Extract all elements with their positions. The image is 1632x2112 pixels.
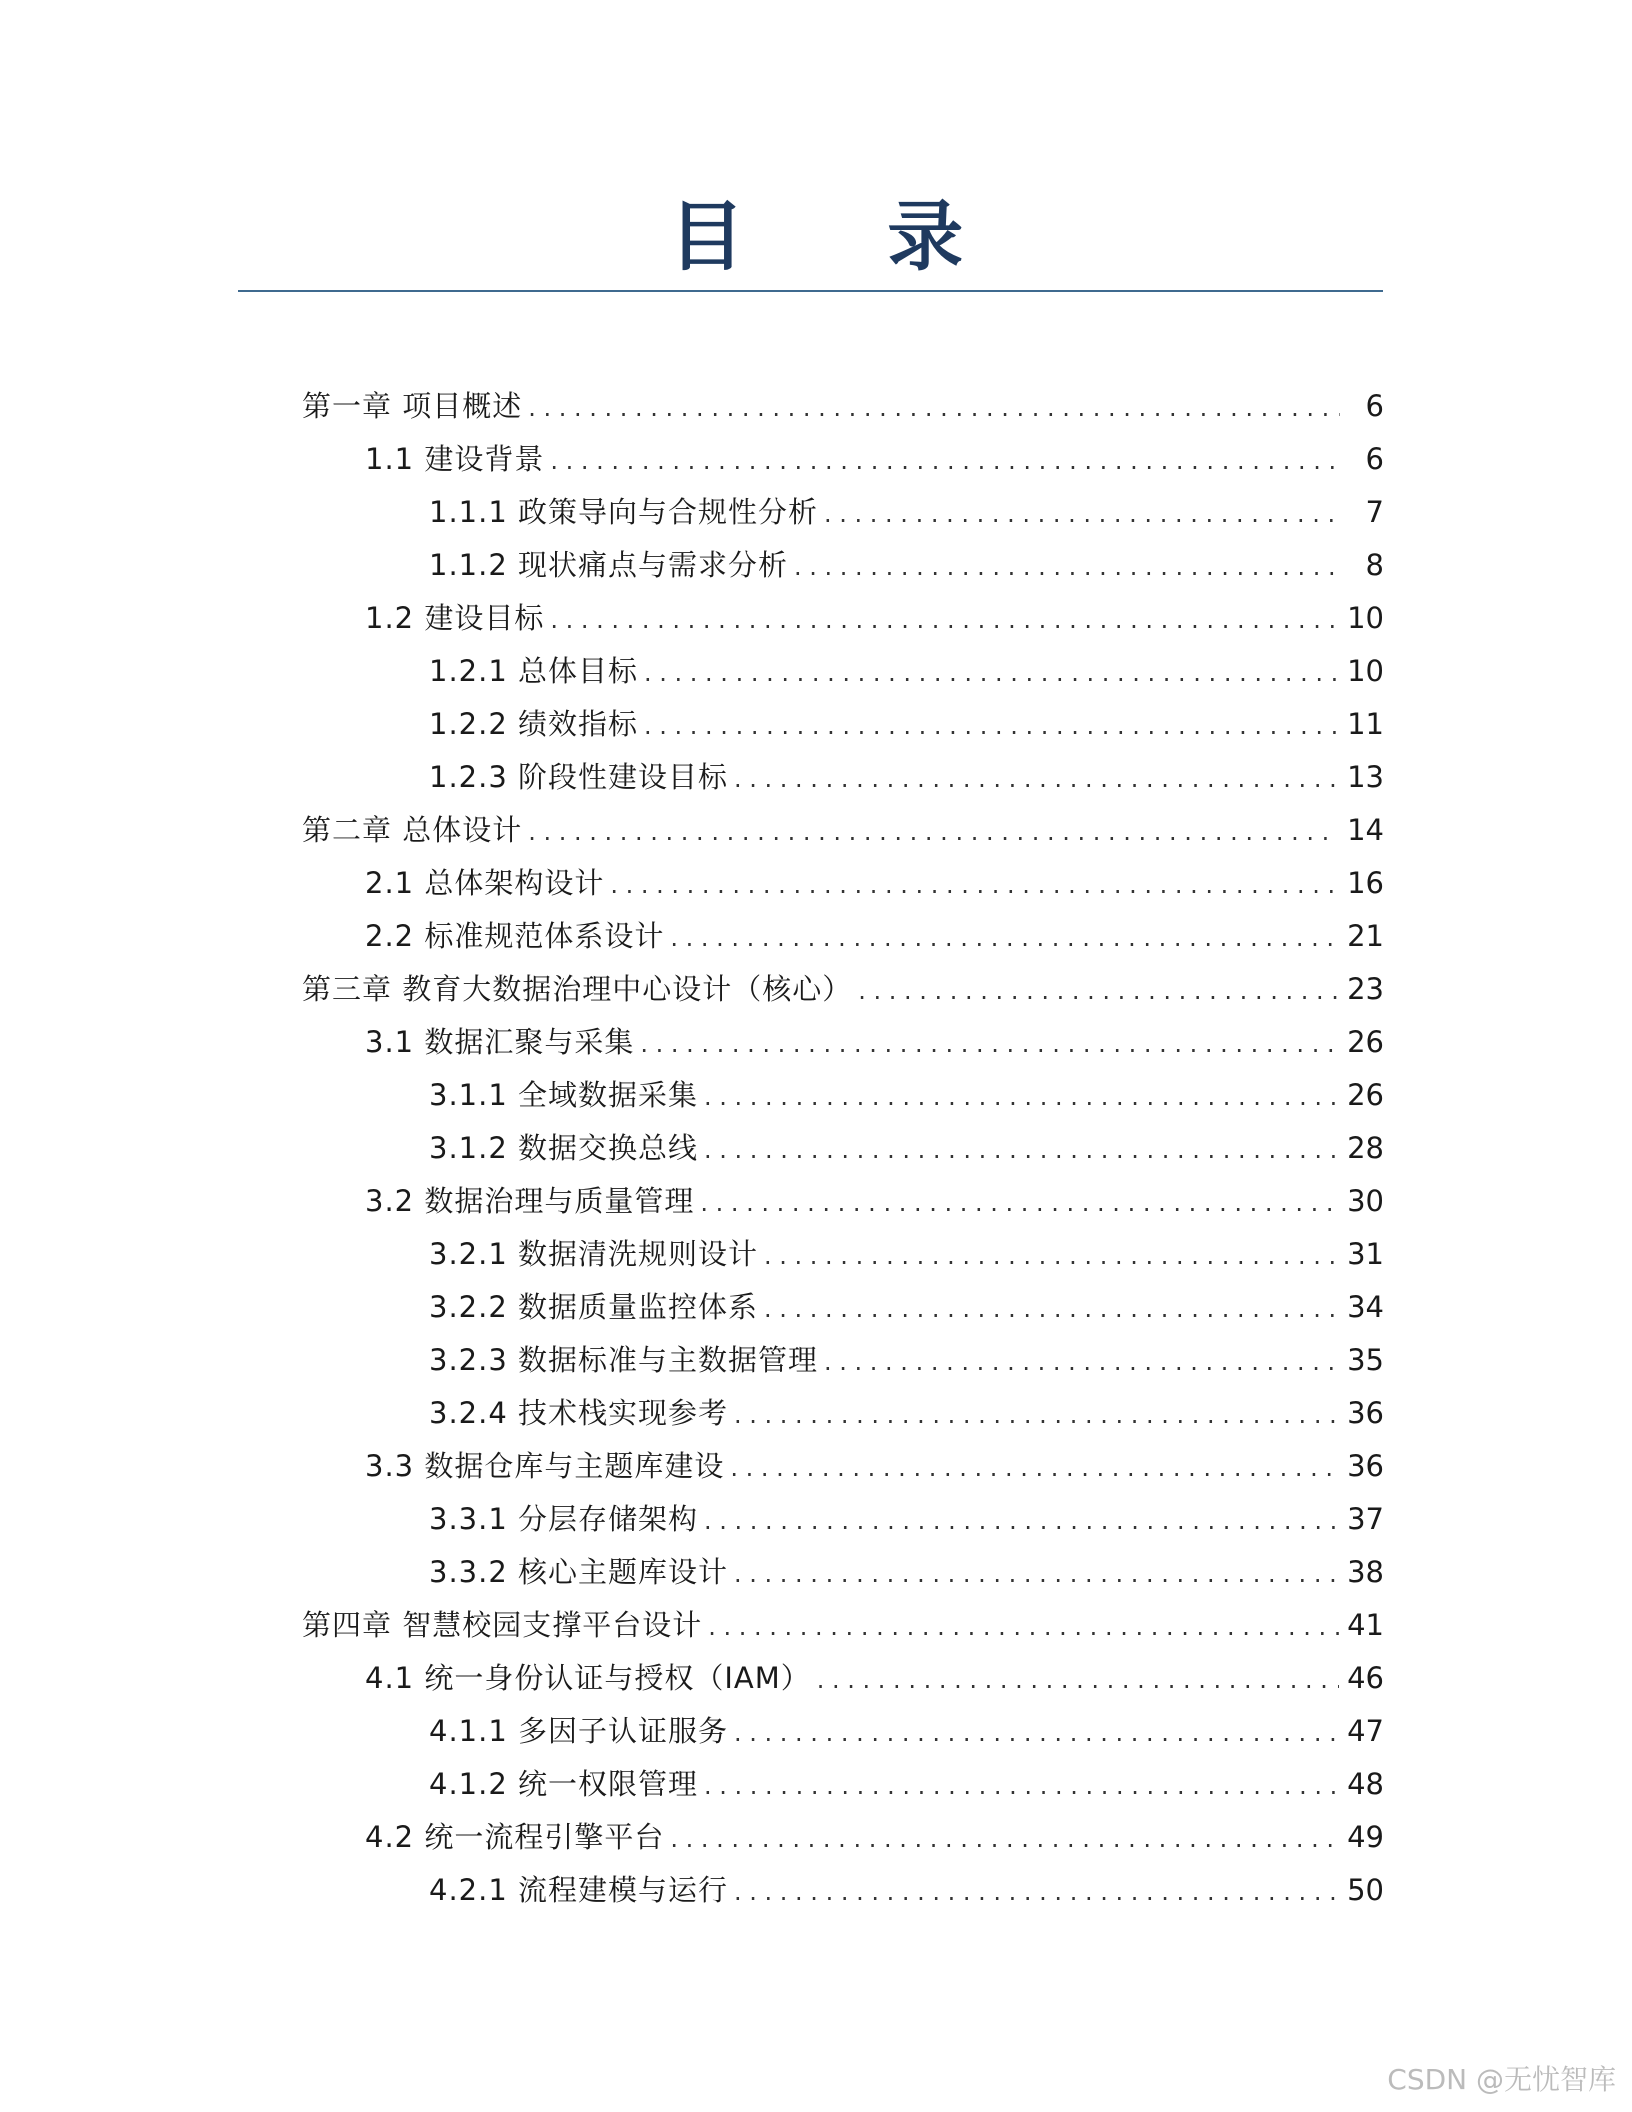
toc-page-number: 6 (1365, 442, 1384, 476)
toc-dot-leader (858, 965, 1339, 1018)
toc-entry[interactable] (302, 1175, 1384, 1228)
toc-entry[interactable] (302, 486, 1384, 539)
toc-entry[interactable] (302, 1069, 1384, 1122)
toc-entry[interactable] (302, 592, 1384, 645)
toc-dot-leader (640, 1018, 1339, 1071)
toc-entry-label: 第三章 教育大数据治理中心设计（核心） (302, 972, 853, 1006)
toc-entry-label: 1.2 建设目标 (365, 601, 545, 635)
toc-page-number: 13 (1347, 760, 1384, 794)
toc-page-number: 50 (1347, 1873, 1384, 1907)
toc-dot-leader (704, 1760, 1339, 1813)
toc-entry-label: 1.1.1 政策导向与合规性分析 (429, 495, 819, 529)
toc-dot-leader (550, 435, 1340, 488)
toc-page-number: 49 (1347, 1820, 1384, 1854)
toc-dot-leader (610, 859, 1339, 912)
toc-page-number: 10 (1347, 654, 1384, 688)
toc-entry-label: 3.2.3 数据标准与主数据管理 (429, 1343, 819, 1377)
toc-page-number: 26 (1347, 1078, 1384, 1112)
toc-page-number: 48 (1347, 1767, 1384, 1801)
toc-page-number: 21 (1347, 919, 1384, 953)
toc-entry-label: 3.2.4 技术栈实现参考 (429, 1396, 729, 1430)
toc-entry-label: 2.2 标准规范体系设计 (365, 919, 665, 953)
toc-entry-label: 4.1.2 统一权限管理 (429, 1767, 699, 1801)
toc-entry[interactable] (302, 1652, 1384, 1705)
toc-entry[interactable] (302, 1122, 1384, 1175)
toc-entry-label: 3.2.2 数据质量监控体系 (429, 1290, 759, 1324)
toc-page-number: 41 (1347, 1608, 1384, 1642)
toc-entry[interactable] (302, 857, 1384, 910)
table-of-contents (302, 380, 1384, 1917)
toc-entry[interactable] (302, 1228, 1384, 1281)
toc-dot-leader (700, 1177, 1339, 1230)
toc-dot-leader (824, 488, 1340, 541)
toc-page-number: 35 (1347, 1343, 1384, 1377)
toc-page-number: 7 (1365, 495, 1384, 529)
toc-page-number: 11 (1347, 707, 1384, 741)
toc-page-number: 23 (1347, 972, 1384, 1006)
toc-dot-leader (734, 1548, 1339, 1601)
toc-entry[interactable] (302, 751, 1384, 804)
toc-entry[interactable] (302, 698, 1384, 751)
toc-entry-label: 4.2 统一流程引擎平台 (365, 1820, 665, 1854)
watermark: CSDN @无忧智库 (1387, 2063, 1616, 2096)
toc-dot-leader (528, 382, 1340, 435)
toc-page-number: 36 (1347, 1449, 1384, 1483)
toc-dot-leader (764, 1230, 1339, 1283)
toc-entry[interactable] (302, 1811, 1384, 1864)
toc-entry-label: 4.2.1 流程建模与运行 (429, 1873, 729, 1907)
toc-dot-leader (734, 1707, 1339, 1760)
toc-entry[interactable] (302, 1440, 1384, 1493)
toc-entry[interactable] (302, 1864, 1384, 1917)
toc-dot-leader (644, 647, 1339, 700)
toc-page-number: 46 (1347, 1661, 1384, 1695)
toc-entry-label: 3.2 数据治理与质量管理 (365, 1184, 695, 1218)
toc-entry-label: 第一章 项目概述 (302, 389, 523, 423)
toc-page-number: 14 (1347, 813, 1384, 847)
toc-page-number: 38 (1347, 1555, 1384, 1589)
toc-entry-label: 3.1.2 数据交换总线 (429, 1131, 699, 1165)
toc-entry[interactable] (302, 1758, 1384, 1811)
toc-page-number: 6 (1365, 389, 1384, 423)
toc-dot-leader (734, 1866, 1339, 1919)
toc-page-number: 8 (1365, 548, 1384, 582)
toc-entry-label: 3.2.1 数据清洗规则设计 (429, 1237, 759, 1271)
toc-entry[interactable] (302, 1493, 1384, 1546)
toc-entry[interactable] (302, 1599, 1384, 1652)
toc-entry-label: 3.3.2 核心主题库设计 (429, 1555, 729, 1589)
toc-page-number: 26 (1347, 1025, 1384, 1059)
toc-entry[interactable] (302, 645, 1384, 698)
toc-page-number: 37 (1347, 1502, 1384, 1536)
toc-entry-label: 3.3.1 分层存储架构 (429, 1502, 699, 1536)
toc-entry[interactable] (302, 1281, 1384, 1334)
toc-entry[interactable] (302, 433, 1384, 486)
toc-dot-leader (734, 1389, 1339, 1442)
toc-entry[interactable] (302, 539, 1384, 592)
toc-page-number: 36 (1347, 1396, 1384, 1430)
toc-entry[interactable] (302, 1334, 1384, 1387)
toc-dot-leader (817, 1654, 1339, 1707)
toc-dot-leader (708, 1601, 1339, 1654)
toc-dot-leader (704, 1071, 1339, 1124)
toc-entry-label: 1.2.3 阶段性建设目标 (429, 760, 729, 794)
toc-entry[interactable] (302, 1016, 1384, 1069)
toc-page-number: 10 (1347, 601, 1384, 635)
toc-dot-leader (670, 912, 1339, 965)
toc-entry[interactable] (302, 1387, 1384, 1440)
toc-entry[interactable] (302, 1546, 1384, 1599)
toc-entry-label: 1.1 建设背景 (365, 442, 545, 476)
toc-page-number: 28 (1347, 1131, 1384, 1165)
toc-entry-label: 1.2.1 总体目标 (429, 654, 639, 688)
toc-entry-label: 第四章 智慧校园支撑平台设计 (302, 1608, 703, 1642)
toc-dot-leader (704, 1124, 1339, 1177)
toc-page-number: 47 (1347, 1714, 1384, 1748)
title-divider (238, 290, 1383, 292)
toc-dot-leader (644, 700, 1339, 753)
toc-entry-label: 3.1.1 全域数据采集 (429, 1078, 699, 1112)
toc-dot-leader (704, 1495, 1339, 1548)
toc-entry-label: 4.1.1 多因子认证服务 (429, 1714, 729, 1748)
toc-entry-label: 3.1 数据汇聚与采集 (365, 1025, 635, 1059)
page-title: 目 录 (668, 192, 1022, 281)
toc-dot-leader (794, 541, 1340, 594)
toc-entry-label: 第二章 总体设计 (302, 813, 523, 847)
toc-dot-leader (550, 594, 1339, 647)
toc-dot-leader (730, 1442, 1339, 1495)
toc-dot-leader (734, 753, 1339, 806)
toc-page-number: 31 (1347, 1237, 1384, 1271)
toc-dot-leader (528, 806, 1339, 859)
toc-entry[interactable] (302, 804, 1384, 857)
toc-dot-leader (824, 1336, 1339, 1389)
toc-entry-label: 1.1.2 现状痛点与需求分析 (429, 548, 789, 582)
toc-entry-label: 4.1 统一身份认证与授权（IAM） (365, 1661, 811, 1695)
toc-entry[interactable] (302, 1705, 1384, 1758)
toc-entry[interactable] (302, 910, 1384, 963)
toc-entry-label: 3.3 数据仓库与主题库建设 (365, 1449, 725, 1483)
toc-page-number: 30 (1347, 1184, 1384, 1218)
toc-entry-label: 2.1 总体架构设计 (365, 866, 605, 900)
toc-page-number: 16 (1347, 866, 1384, 900)
toc-entry[interactable] (302, 963, 1384, 1016)
toc-entry-label: 1.2.2 绩效指标 (429, 707, 639, 741)
toc-page-number: 34 (1347, 1290, 1384, 1324)
toc-dot-leader (764, 1283, 1339, 1336)
toc-dot-leader (670, 1813, 1339, 1866)
toc-entry[interactable] (302, 380, 1384, 433)
